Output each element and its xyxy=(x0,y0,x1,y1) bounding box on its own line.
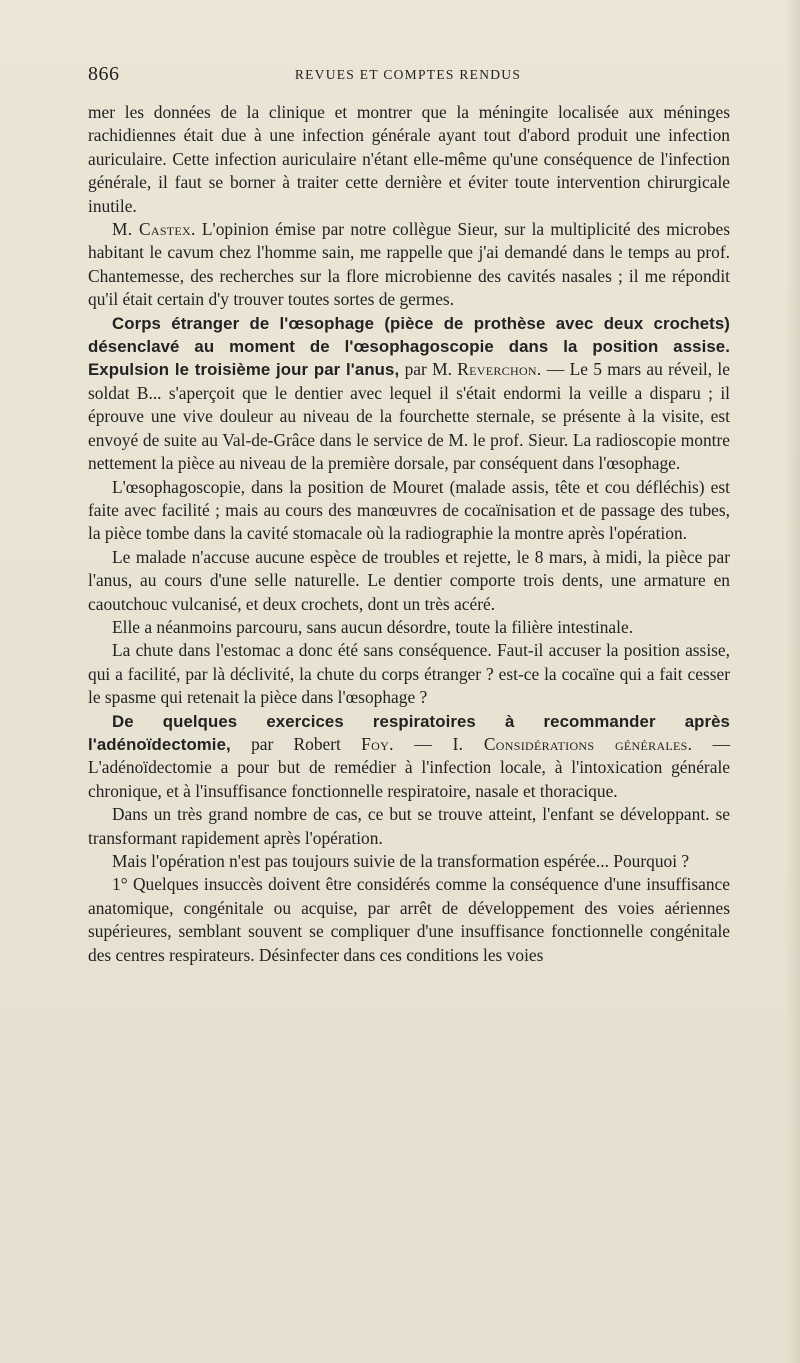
paragraph-pourquoi xyxy=(88,850,730,873)
paragraph-text: Le malade n'accuse aucune espèce de troubles et rejette, le 8 mars, à midi, la pièce par l'anus, au cours d'une selle naturelle. Le dentier comporte trois dents, une armature en caoutchouc vulcanisé, et deux crochets, dont un très acéré. xyxy=(88,546,730,614)
article-author: Reverchon. xyxy=(457,359,542,380)
paragraph-text: — Le 5 mars au réveil, le soldat B... s'aperçoit que le dentier avec lequel il s'était endormi la veille a disparu ; il éprouve une vive douleur au niveau de la fourchette sternale, se présente à la visite, est envoyé de suite au Val-de-Grâce dans le service de M. le prof. Sieur. La radioscopie montre nettement la pièce au niveau de la première dorsale, par conséquent dans l'œsophage. xyxy=(88,359,730,474)
paragraph-oesophagoscopie xyxy=(88,476,730,546)
paragraph-meningite xyxy=(88,101,730,218)
running-head: REVUES ET COMPTES RENDUS xyxy=(294,67,522,82)
body-text xyxy=(88,101,730,967)
article-byline: par M. xyxy=(399,359,458,380)
paragraph-text: — L'adénoïdectomie a pour but de remédier à l'infection locale, à l'intoxication générale chronique, et à l'insuffisance fonctionnelle respiratoire, nasale et thoracique. xyxy=(88,733,730,801)
article-byline: par Robert xyxy=(230,733,362,754)
paragraph-filiere xyxy=(88,616,730,639)
paragraph-text: Dans un très grand nombre de cas, ce but se trouve atteint, l'enfant se développant. se transformant rapidement après l'opération. xyxy=(88,804,730,848)
paragraph-text: L'opinion émise par notre collègue Sieur, sur la multiplicité des microbes habitant le cavum chez l'homme sain, me rappelle que j'ai demandé dans le temps au prof. Chantemesse, des recherches sur la flore microbienne des cavités nasales ; il me répondit qu'il était certain d'y trouver toutes sortes de germes. xyxy=(88,219,730,310)
paragraph-chute xyxy=(88,639,730,709)
article-title: De quelques exercices respiratoires à recommander après l'adénoïdectomie, xyxy=(88,711,730,754)
page-number: 866 xyxy=(88,63,120,85)
paragraph-text: Elle a néanmoins parcouru, sans aucun désordre, toute la filière intestinale. xyxy=(112,616,634,637)
paragraph-text: mer les données de la clinique et montrer que la méningite localisée aux méninges rachidiennes était due à une infection générale ayant tout d'abord produit une infection auriculaire. Cette infection auriculaire n'étant elle-même qu'une conséquence de l'infection générale, il faut se borner à traiter cette dernière et éviter toute intervention chirurgicale inutile. xyxy=(88,102,730,216)
article-corps-etranger xyxy=(88,312,730,476)
paragraph-text: L'œsophagoscopie, dans la position de Mouret (malade assis, tête et cou défléchis) est faite avec facilité ; mais au cours des manœuvres de cocaïnisation et de passage des tubes, la pièce tombe dans la cavité stomacale où la radiographie la montre après l'opération. xyxy=(88,476,730,544)
article-author: Foy. xyxy=(361,733,394,754)
page-edge-shadow xyxy=(786,0,800,1363)
paragraph-malade xyxy=(88,546,730,616)
paragraph-cas xyxy=(88,803,730,850)
article-exercices-respiratoires xyxy=(88,710,730,804)
section-heading: — I. Considérations générales. xyxy=(393,733,693,754)
speaker-name: M. Castex. xyxy=(112,219,196,240)
paragraph-insucces xyxy=(88,873,730,967)
paragraph-text: La chute dans l'estomac a donc été sans conséquence. Faut-il accuser la position assise, qui a facilité, par là déclivité, la chute du corps étranger ? est-ce la cocaïne qui a fait cesser le spasme qui retenait la pièce dans l'œsophage ? xyxy=(88,640,730,708)
paragraph-text: Mais l'opération n'est pas toujours suivie de la transformation espérée... Pourquoi ? xyxy=(112,851,690,871)
paragraph-castex xyxy=(88,218,730,312)
article-title: Corps étranger de l'œsophage (pièce de prothèse avec deux crochets) désenclavé au moment de l'œsophagoscopie dans la position assise. Expulsion le troisième jour par l'anus, xyxy=(88,313,730,380)
paragraph-text: 1° Quelques insuccès doivent être considérés comme la conséquence d'une insuffisance anatomique, congénitale ou acquise, par arrêt de développement des voies aériennes supérieures, semblant souvent se compliquer d'une insuffisance fonctionnelle congénitale des centres respirateurs. Désinfecter dans ces conditions les voies xyxy=(88,874,730,965)
page-header xyxy=(88,63,728,87)
